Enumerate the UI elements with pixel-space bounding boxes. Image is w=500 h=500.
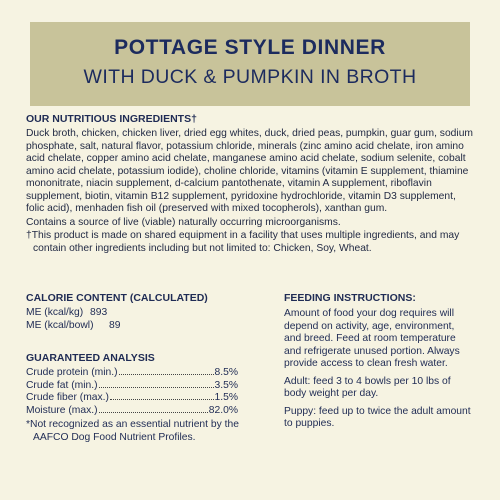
analysis-label: Crude protein (min.)	[26, 367, 118, 378]
product-subtitle: WITH DUCK & PUMPKIN IN BROTH	[83, 66, 417, 88]
leader-dots	[110, 399, 214, 400]
analysis-row	[26, 392, 238, 405]
analysis-value: 82.0%	[208, 404, 238, 416]
leader-dots	[119, 374, 214, 375]
calorie-table	[26, 307, 256, 332]
calorie-label: ME (kcal/bowl)	[26, 319, 94, 331]
analysis-value: 3.5%	[214, 379, 238, 391]
calorie-row	[26, 307, 256, 320]
ingredients-section	[26, 113, 476, 255]
guaranteed-table	[26, 367, 256, 417]
analysis-value: 1.5%	[214, 392, 238, 403]
analysis-row	[26, 405, 238, 418]
calorie-label: ME (kcal/kg)	[26, 307, 84, 318]
product-title: POTTAGE STYLE DINNER	[114, 36, 386, 59]
feeding-paragraph: Amount of food your dog requires will depend on activity, age, environment, and breed. Feed at room temperature and refrigerate unused portion. Always provide access to clean fresh water.	[284, 308, 460, 369]
feeding-adult: Adult: feed 3 to 4 bowls per 10 lbs of body weight per day.	[284, 375, 451, 399]
title-banner	[30, 22, 470, 106]
feeding-puppy: Puppy: feed up to twice the adult amount to puppies.	[284, 405, 471, 429]
facility-note: †This product is made on shared equipment in a facility that uses multiple ingredients, and may contain other ingredients including but not limited to: Chicken, Soy, Wheat.	[26, 230, 460, 254]
calorie-value: 89	[109, 319, 121, 331]
right-column	[284, 292, 474, 436]
analysis-row	[26, 367, 238, 380]
microorganisms-note: Contains a source of live (viable) naturally occurring microorganisms.	[26, 216, 341, 228]
analysis-value: 8.5%	[214, 367, 238, 378]
calorie-row	[26, 320, 256, 333]
ingredients-heading: OUR NUTRITIOUS INGREDIENTS†	[26, 113, 197, 125]
analysis-label: Crude fiber (max.)	[26, 392, 109, 403]
aafco-note: *Not recognized as an essential nutrient by the AAFCO Dog Food Nutrient Profiles.	[26, 419, 239, 443]
analysis-label: Moisture (max.)	[26, 404, 98, 416]
ingredients-list: Duck broth, chicken, chicken liver, dried egg whites, duck, dried peas, pumpkin, guar gum, sodium phosphate, salt, natural flavor, potassium chloride, minerals (zinc amino acid chelate, iron amino acid chelate, copper amino acid chelate, manganese amino acid chelate, sodium selenite, cobalt amino acid chelate, potassium iodide), choline chloride, vitamins (vitamin E supplement, thiamine mononitrate, niacin supplement, d-calcium pantothenate, vitamin A supplement, riboflavin supplement, biotin, vitamin B12 supplement, pyridoxine hydrochloride, vitamin D3 supplement, folic acid), menhaden fish oil (preserved with mixed tocopherols), xanthan gum.	[26, 128, 473, 214]
left-column	[26, 292, 256, 444]
leader-dots	[99, 412, 208, 413]
calorie-heading: CALORIE CONTENT (CALCULATED)	[26, 292, 208, 304]
feeding-heading: FEEDING INSTRUCTIONS:	[284, 292, 416, 304]
analysis-label: Crude fat (min.)	[26, 379, 98, 391]
guaranteed-heading: GUARANTEED ANALYSIS	[26, 352, 155, 364]
calorie-value: 893	[90, 307, 108, 318]
leader-dots	[99, 387, 214, 388]
analysis-row	[26, 380, 238, 393]
